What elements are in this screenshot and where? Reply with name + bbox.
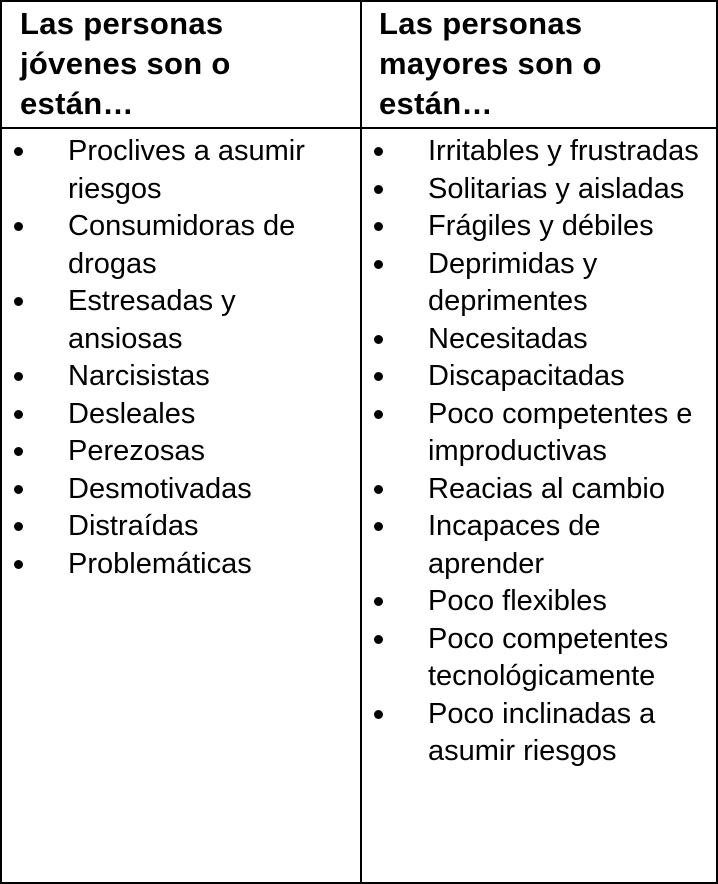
- bullet-icon: [374, 260, 383, 269]
- list-item-text: Desmotivadas: [68, 472, 252, 505]
- bullet-icon: [14, 447, 23, 456]
- bullet-icon: [14, 297, 23, 306]
- list-item: [360, 471, 716, 509]
- list-item: [0, 133, 358, 208]
- list-item: [360, 321, 716, 359]
- table-border-top: [0, 0, 718, 2]
- list-item-text: Distraídas: [68, 510, 199, 542]
- list-item-text: Problemáticas: [68, 547, 252, 580]
- list-item-text: Discapacitadas: [428, 360, 625, 392]
- bullet-icon: [14, 410, 23, 419]
- list-item: [360, 358, 716, 396]
- bullet-icon: [374, 710, 383, 719]
- list-item: [360, 508, 716, 583]
- list-item: [0, 283, 358, 358]
- bullet-icon: [14, 147, 23, 156]
- list-item-text: Poco competentes tecnológicamente: [428, 622, 669, 692]
- list-item-text: Incapaces de aprender: [428, 510, 601, 580]
- header-divider: [0, 127, 718, 129]
- list-item: [0, 208, 358, 283]
- list-item: [360, 621, 716, 696]
- list-item: [0, 546, 358, 584]
- list-item-text: Poco competentes e improductivas: [428, 397, 693, 467]
- older-stereotypes-list: [360, 133, 716, 771]
- list-item: [0, 396, 358, 434]
- list-item: [0, 508, 358, 546]
- bullet-icon: [374, 147, 383, 156]
- bullet-icon: [374, 597, 383, 606]
- list-item-text: Necesitadas: [428, 322, 588, 355]
- bullet-icon: [374, 410, 383, 419]
- list-item-text: Consumidoras de drogas: [68, 210, 296, 280]
- list-item: [360, 208, 716, 246]
- list-item-text: Desleales: [68, 397, 196, 430]
- bullet-icon: [14, 222, 23, 231]
- header-young: Las personas jóvenes son o están…: [20, 6, 231, 121]
- list-item-text: Estresadas y ansiosas: [68, 285, 236, 355]
- bullet-icon: [374, 522, 383, 531]
- list-item-text: Poco inclinadas a asumir riesgos: [428, 697, 656, 767]
- list-item-text: Frágiles y débiles: [428, 210, 654, 242]
- list-item-text: Perezosas: [68, 435, 206, 467]
- bullet-icon: [374, 222, 383, 231]
- list-item: [0, 358, 358, 396]
- bullet-icon: [374, 485, 383, 494]
- bullet-icon: [374, 185, 383, 194]
- header-older: Las personas mayores son o están…: [379, 6, 602, 121]
- bullet-icon: [14, 522, 23, 531]
- bullet-icon: [14, 560, 23, 569]
- list-item-text: Solitarias y aisladas: [428, 172, 685, 205]
- list-item-text: Reacias al cambio: [428, 472, 665, 505]
- list-item: [0, 433, 358, 471]
- list-item: [360, 246, 716, 321]
- bullet-icon: [374, 335, 383, 344]
- list-item-text: Narcisistas: [68, 360, 210, 392]
- list-item: [360, 696, 716, 771]
- list-item-text: Poco flexibles: [428, 585, 607, 617]
- bullet-icon: [374, 635, 383, 644]
- list-item: [0, 471, 358, 509]
- list-item-text: Irritables y frustradas: [428, 135, 699, 167]
- list-item: [360, 133, 716, 171]
- list-item: [360, 396, 716, 471]
- list-item: [360, 171, 716, 209]
- young-stereotypes-list: [0, 133, 358, 583]
- list-item-text: Proclives a asumir riesgos: [68, 135, 305, 205]
- bullet-icon: [374, 372, 383, 381]
- list-item: [360, 583, 716, 621]
- list-item-text: Deprimidas y deprimentes: [428, 247, 598, 317]
- bullet-icon: [14, 372, 23, 381]
- bullet-icon: [14, 485, 23, 494]
